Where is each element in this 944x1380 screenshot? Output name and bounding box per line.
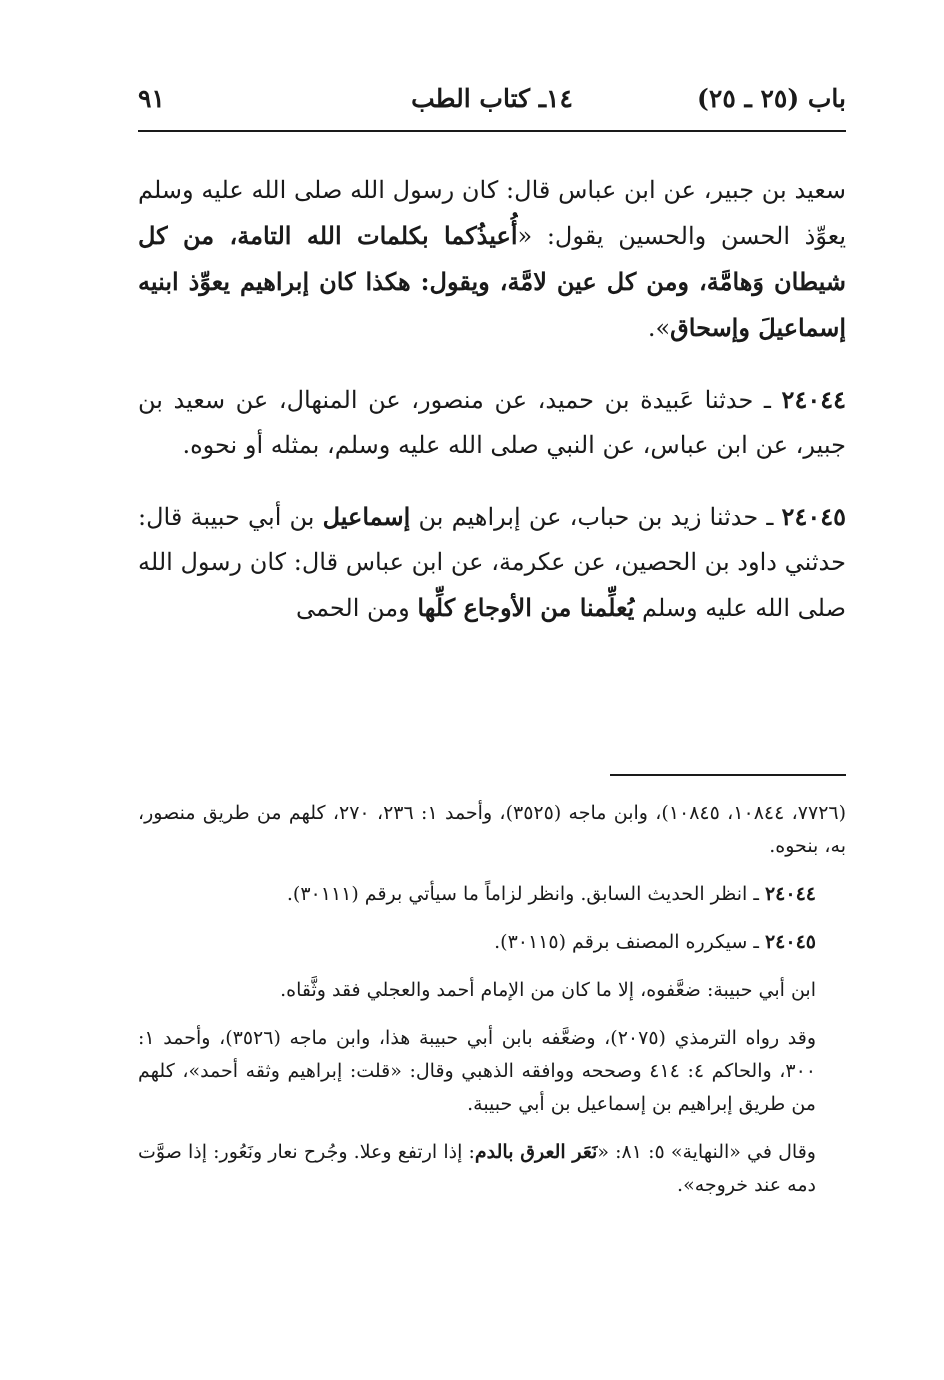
- footnote-continuation: (٧٧٢٦، ١٠٨٤٤، ١٠٨٤٥)، وابن ماجه (٣٥٢٥)، وأحمد ١: ٢٣٦، ٢٧٠، كلهم من طريق منصور، به، بنحوه.: [138, 802, 847, 857]
- footnote-text-bold: نَعَر العرق بالدم: [474, 1141, 598, 1163]
- footnote-text: : إذا ارتفع وعلا. وجُرح نعار ونَعُور: إذا صوَّت دمه عند خروجه».: [138, 1141, 816, 1196]
- header-divider: [138, 130, 846, 132]
- hadith-text: ـ حدثنا عَبيدة بن حميد، عن منصور، عن المنهال، عن سعيد بن جبير، عن ابن عباس، عن النبي صلى الله عليه وسلم، بمثله أو نحوه.: [138, 386, 846, 459]
- footnote-nihaya: [138, 1136, 846, 1202]
- page-number: ٩١: [138, 84, 165, 113]
- running-header: [138, 84, 846, 124]
- hadith-continuation: [138, 168, 846, 351]
- main-text: [138, 168, 846, 657]
- hadith-text-bold: أُعيذُكما بكلمات الله التامة، من كل شيطان وَهامَّة، ومن كل عين لامَّة، ويقول: هكذا كان إبراهيم يعوِّذ ابنيه إسماعيلَ وإسحاق: [138, 221, 846, 342]
- footnote-24044: [138, 878, 846, 911]
- footnote-number: ٢٤٠٤٥: [764, 931, 816, 953]
- hadith-24045: [138, 494, 846, 631]
- footnote-tirmidhi: وقد رواه الترمذي (٢٠٧٥)، وضعَّفه بابن أبي حبيبة هذا، وابن ماجه (٣٥٢٦)، وأحمد ١: ٣٠٠، والحاكم ٤: ٤١٤ وصححه ووافقه الذهبي وقال: «قلت: إبراهيم وثقه أحمد»، كلهم من طريق إبراهيم بن إسماعيل بن أبي حبيبة.: [138, 1027, 817, 1115]
- footnotes: [138, 797, 846, 1217]
- hadith-24044: [138, 377, 846, 468]
- chapter-reference: باب (٢٥ ـ ٢٥): [697, 84, 846, 113]
- hadith-text: بن أبي حبيبة قال: حدثني داود بن الحصين، عن عكرمة، عن ابن عباس قال: كان رسول الله صلى الله عليه وسلم: [138, 503, 846, 622]
- footnote-text: ـ سيكرره المصنف برقم (٣٠١١٥).: [494, 931, 765, 953]
- footnote-abi-habiba: ابن أبي حبيبة: ضعَّفوه، إلا ما كان من الإمام أحمد والعجلي فقد وثَّقاه.: [280, 979, 816, 1001]
- footnote-divider: [610, 774, 846, 776]
- hadith-text: ».: [647, 314, 671, 342]
- footnote-text: ـ انظر الحديث السابق. وانظر لزاماً ما سيأتي برقم (٣٠١١١).: [286, 883, 765, 905]
- hadith-text-bold: يُعلِّمنا من الأوجاع كلِّها: [417, 593, 635, 622]
- hadith-number: ٢٤٠٤٥: [781, 502, 846, 531]
- hadith-text-bold: إسماعيل: [322, 502, 411, 531]
- book-title: ١٤ـ كتاب الطب: [411, 84, 573, 113]
- hadith-text: ـ حدثنا زيد بن حباب، عن إبراهيم بن: [410, 503, 782, 531]
- footnote-text: وقال في «النهاية» ٥: ٨١: «: [597, 1141, 816, 1163]
- hadith-number: ٢٤٠٤٤: [781, 385, 846, 414]
- hadith-text: ومن الحمى: [296, 594, 418, 622]
- footnote-24045: [138, 926, 846, 959]
- hadith-text: سعيد بن جبير، عن ابن عباس قال: كان رسول الله صلى الله عليه وسلم يعوِّذ الحسن والحسين يقول: «: [138, 176, 847, 250]
- footnote-number: ٢٤٠٤٤: [764, 883, 816, 905]
